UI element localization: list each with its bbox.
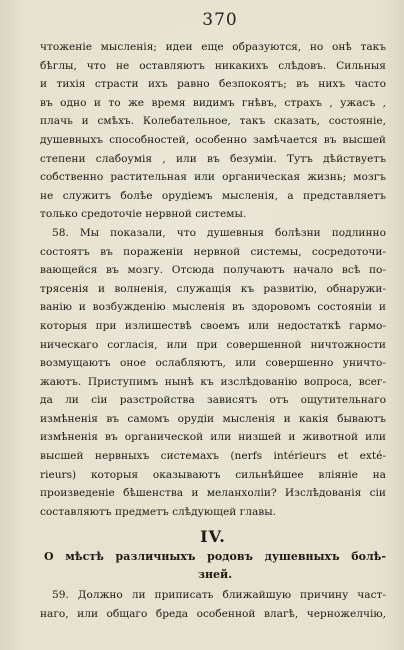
text-line: состоятъ въ пораженіи нервной системы, сосредоточи-: [40, 245, 386, 258]
text-line: составляютъ предметъ слѣдующей главы.: [40, 505, 277, 518]
text-line: въ одно и то же время видимъ гнѣвъ, страхъ , ужасъ ,: [40, 96, 386, 109]
paragraph-58: [40, 224, 386, 522]
text-line: трясенія и волненія, служащія къ развитію, обнаружи-: [40, 282, 386, 295]
chapter-title: [40, 548, 386, 584]
text-line: ническаго согласія, или при совершенной ничтожности: [40, 338, 386, 351]
text-line: вающейся въ мозгу. Отсюда получаютъ начало всѣ по-: [40, 264, 386, 277]
text-line: собственно растительная или органическая жизнь; мозгъ: [40, 171, 386, 184]
text-line: измѣненія въ органической или низшей и животной или: [40, 431, 386, 444]
chapter-title-line: зней.: [197, 568, 233, 582]
paragraph-59: [40, 586, 386, 623]
text-line: и тихія страсти ихъ равно безпокоятъ; въ нихъ часто: [40, 78, 386, 91]
text-line: чтоженіе мысленія; идеи еще образуются, но онѣ такъ: [40, 41, 386, 53]
text-line: бѣглы, что не оставляютъ никакихъ слѣдовъ. Сильныя: [40, 59, 386, 72]
text-line: только средоточіе нервной системы.: [40, 208, 247, 221]
text-line: душевныхъ способностей, особенно замѣчается въ высшей: [40, 133, 386, 146]
text-line: 58. Мы показали, что душевныя болѣзни подлинно: [52, 226, 386, 239]
text-line: ванію и возбужденію мысленія въ здоровомъ состояніи и: [40, 301, 386, 314]
text-line: которыя при излишествѣ своемъ или недостаткѣ гармо-: [40, 319, 386, 332]
text-line: наго, или общаго бреда особенной влагѣ, черножелчію,: [40, 608, 386, 621]
text-line: степени слабоумія , или въ безуміи. Тутъ дѣйствуетъ: [40, 152, 386, 165]
text-line: произведеніе бѣшенства и меланхоліи? Изслѣдованія сіи: [40, 487, 386, 500]
text-line: высшей нервныхъ системахъ (nerfs intérieurs et exté-: [40, 450, 386, 463]
text-line: возмущаютъ оное ослабляютъ, или совершенно уничто-: [40, 357, 386, 370]
chapter-number: IV.: [200, 527, 226, 547]
text-line: жаютъ. Приступимъ нынѣ къ изслѣдованію вопроса, всег-: [40, 375, 386, 388]
text-line: плачь и смѣхъ. Колебательное, такъ сказать, состояніе,: [40, 115, 386, 128]
text-line: измѣненія въ самомъ орудіи мысленія и какія бываютъ: [40, 412, 386, 425]
text-line: 59. Должно ли приписать ближайшую причину част-: [52, 589, 386, 602]
text-line: rieurs) которыя оказываютъ сильнѣйшее вліяніе на: [40, 468, 386, 481]
page-number: 370: [202, 10, 238, 30]
text-line: не служитъ болѣе орудіемъ мысленія, а представляетъ: [40, 189, 386, 202]
chapter-title-line: О мѣстѣ различныхъ родовъ душевныхъ болѣ-: [44, 550, 386, 564]
paragraph-continuation: [40, 38, 386, 224]
text-line: да ли сіи разстройства зависятъ отъ ощутительнаго: [40, 394, 386, 407]
